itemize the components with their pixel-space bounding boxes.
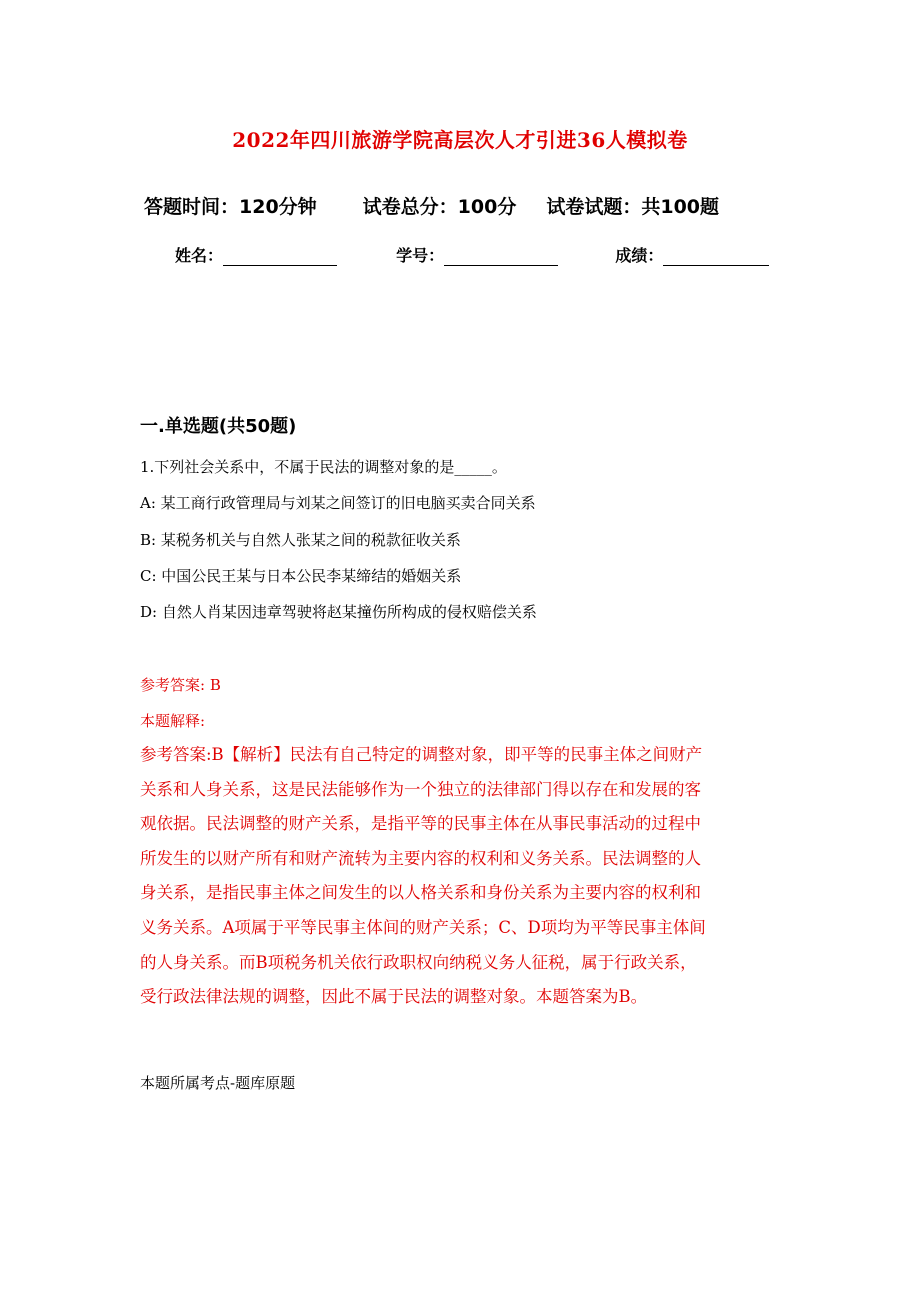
option-d: D: 自然人肖某因违章驾驶将赵某撞伤所构成的侵权赔偿关系: [140, 603, 537, 621]
explanation-line: 义务关系。A项属于平等民事主体间的财产关系；C、D项均为平等民事主体间: [140, 917, 706, 937]
option-c: C: 中国公民王某与日本公民李某缔结的婚姻关系: [140, 567, 462, 585]
score-field: [615, 243, 769, 266]
name-label: 姓名：: [175, 246, 224, 265]
exam-time: 答题时间：120分钟: [144, 196, 317, 218]
section-heading: 一.单选题(共50题): [140, 416, 297, 437]
explanation-body: [140, 738, 780, 1015]
question-stem: 1.下列社会关系中，不属于民法的调整对象的是_____。: [140, 458, 507, 476]
id-field: [396, 243, 558, 266]
explanation-label: 本题解释:: [140, 712, 206, 730]
explanation-line: 关系和人身关系，这是民法能够作为一个独立的法律部门得以存在和发展的客: [140, 779, 701, 799]
id-label: 学号：: [396, 246, 445, 265]
explanation-line: 的人身关系。而B项税务机关依行政职权向纳税义务人征税，属于行政关系，: [140, 952, 697, 972]
id-blank: [444, 247, 558, 266]
exam-meta: [144, 192, 784, 219]
explanation-line: 受行政法律法规的调整，因此不属于民法的调整对象。本题答案为B。: [140, 987, 648, 1007]
student-fields: [175, 243, 769, 266]
name-field: [175, 243, 337, 266]
option-a: A: 某工商行政管理局与刘某之间签订的旧电脑买卖合同关系: [140, 494, 536, 512]
score-blank: [663, 247, 769, 266]
explanation-line: 观依据。民法调整的财产关系，是指平等的民事主体在从事民事活动的过程中: [140, 814, 701, 834]
name-blank: [223, 247, 337, 266]
document-title: 2022年四川旅游学院高层次人才引进36人模拟卷: [232, 128, 688, 152]
score-label: 成绩：: [615, 246, 664, 265]
option-b: B: 某税务机关与自然人张某之间的税款征收关系: [140, 531, 461, 549]
reference-answer: 参考答案: B: [140, 676, 221, 694]
explanation-line: 身关系，是指民事主体之间发生的以人格关系和身份关系为主要内容的权利和: [140, 883, 701, 903]
exam-question-count: 试卷试题：共100题: [546, 196, 720, 218]
exam-total-score: 试卷总分：100分: [362, 196, 517, 218]
question-topic: 本题所属考点-题库原题: [140, 1074, 296, 1092]
explanation-line: 参考答案:B【解析】民法有自己特定的调整对象，即平等的民事主体之间财产: [140, 745, 703, 764]
explanation-line: 所发生的以财产所有和财产流转为主要内容的权利和义务关系。民法调整的人: [140, 848, 701, 868]
